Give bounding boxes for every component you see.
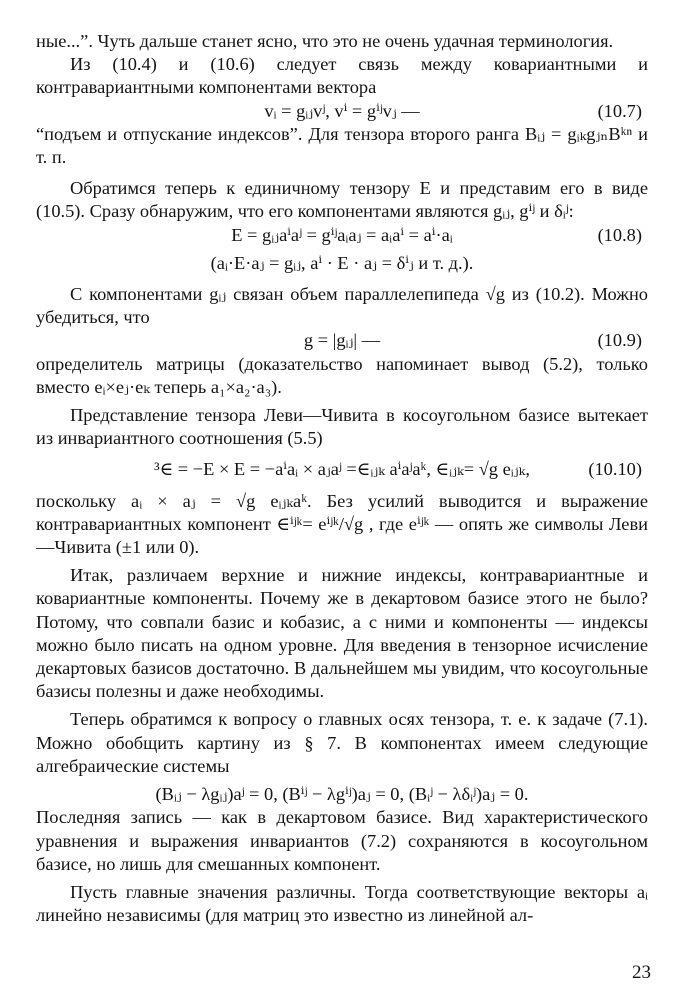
equation-number: (10.8) [597,224,642,245]
paragraph: С компонентами gᵢⱼ связан объем параллелепипеда √g из (10.2). Можно убедиться, что [36,284,648,328]
paragraph: Обратимся теперь к единичному тензору E и представим его в виде (10.5). Сразу обнаружим, что его компонентами являются gᵢⱼ, gⁱʲ и δᵢʲ: [36,178,648,222]
equation [36,329,648,352]
paragraph: Итак, различаем верхние и нижние индексы, контравариантные и ковариантные компоненты. Почему же в декартовом базисе этого не было? Потому, что совпали базис и кобазис, а с ними и компоненты — индексы можно было писать на одном уровне. Для введения в тензорное исчисление декартовых базисов достаточно. В дальнейшем мы увидим, что косоугольные базисы полезны и даже необходимы. [36,565,648,702]
equation-formula: (Bᵢⱼ − λgᵢⱼ)aʲ = 0, (Bⁱʲ − λgⁱʲ)aⱼ = 0, (Bᵢʲ − λδᵢʲ)aⱼ = 0. [155,784,529,805]
equation-number: (10.9) [597,330,642,351]
equation [36,100,648,123]
equation-number: (10.7) [597,100,642,121]
equation-formula: E = gᵢⱼaⁱaʲ = gⁱʲaᵢaⱼ = aᵢaⁱ = aⁱ·aᵢ [231,224,453,245]
paragraph: Теперь обратимся к вопросу о главных осях тензора, т. е. к задаче (7.1). Можно обобщить картину из § 7. В компонентах имеем следующие алгебраические системы [36,709,648,776]
paragraph: поскольку aᵢ × aⱼ = √g eᵢⱼₖaᵏ. Без усилий выводится и выражение контравариантных компонент ∈ⁱʲᵏ= eⁱʲᵏ/√g , где eⁱʲᵏ — опять же символы Леви—Чивита (±1 или 0). [36,490,648,558]
paragraph: ные...”. Чуть дальше станет ясно, что это не очень удачная терминология. [36,31,614,51]
equation [36,783,648,806]
equation-number: (10.10) [588,459,642,480]
paragraph: определитель матрицы (доказательство напоминает вывод (5.2), только вместо eᵢ×eⱼ·eₖ теперь a₁×a₂·a₃). [36,353,648,397]
paragraph: “подъем и отпускание индексов”. Для тензора второго ранга Bᵢⱼ = gᵢₖgⱼₙBᵏⁿ и т. п. [36,123,648,168]
paragraph: Из (10.4) и (10.6) следует связь между ковариантными и контравариантными компонентами вектора [36,54,648,98]
page-number: 23 [632,962,651,983]
equation-formula: vᵢ = gᵢⱼvʲ, vⁱ = gⁱʲvⱼ — [264,100,420,121]
page-body [36,30,648,927]
equation-formula: g = |gᵢⱼ| — [303,330,381,351]
equation-formula: ³∈ = −E × E = −aⁱaᵢ × aⱼaʲ =∈ᵢⱼₖ aⁱaʲaᵏ, ∈ᵢⱼₖ= √g eᵢⱼₖ, [154,459,530,480]
equation [36,224,648,247]
equation [36,252,648,275]
equation [36,458,648,481]
paragraph: Представление тензора Леви—Чивита в косоугольном базисе вытекает из инвариантного соотношения (5.5) [36,405,648,449]
paragraph: Пусть главные значения различны. Тогда соответствующие векторы aᵢ линейно независимы (для матриц это известно из линейной ал- [36,881,648,926]
paragraph: Последняя запись — как в декартовом базисе. Вид характеристического уравнения и выражения инвариантов (7.2) сохраняются в косоугольном базисе, но лишь для смешанных компонент. [36,807,648,874]
equation-formula: (aᵢ·E·aⱼ = gᵢⱼ, aⁱ · E · aⱼ = δⁱⱼ и т. д.). [210,252,474,273]
